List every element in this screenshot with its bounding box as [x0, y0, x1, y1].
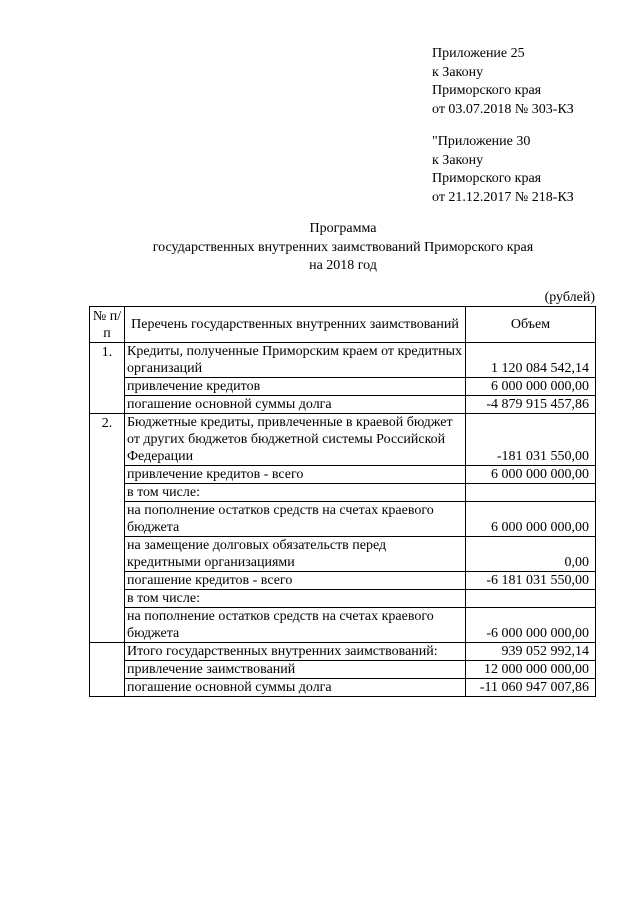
row-amount: 0,00 [466, 537, 596, 572]
table-header-row [90, 307, 596, 343]
row-name: погашение кредитов - всего [125, 572, 466, 590]
row-amount: -181 031 550,00 [466, 414, 596, 466]
row-name: на пополнение остатков средств на счетах краевого бюджета [125, 608, 466, 643]
appendix-amended-block [432, 133, 574, 207]
table-row [90, 679, 596, 697]
row-name: привлечение заимствований [125, 661, 466, 679]
row-amount: 6 000 000 000,00 [466, 378, 596, 396]
row-name: Кредиты, полученные Приморским краем от кредитных организаций [125, 343, 466, 378]
row-amount: 12 000 000 000,00 [466, 661, 596, 679]
row-num [90, 643, 125, 661]
row-name: привлечение кредитов [125, 378, 466, 396]
row-amount: -4 879 915 457,86 [466, 396, 596, 414]
title-line2: государственных внутренних заимствований Приморского края [152, 239, 534, 255]
row-name: на замещение долговых обязательств перед кредитными организациями [125, 537, 466, 572]
document-title [90, 220, 596, 276]
row-num [90, 537, 125, 572]
table-row [90, 590, 596, 608]
row-num [90, 590, 125, 608]
row-amount: 6 000 000 000,00 [466, 502, 596, 537]
title-line1: Программа [309, 221, 377, 236]
row-name: привлечение кредитов - всего [125, 466, 466, 484]
table-row [90, 414, 596, 466]
table-row [90, 572, 596, 590]
table-row [90, 396, 596, 414]
row-amount: -11 060 947 007,86 [466, 679, 596, 697]
row-amount: -6 000 000 000,00 [466, 608, 596, 643]
row-num [90, 502, 125, 537]
table-row [90, 661, 596, 679]
row-name: в том числе: [125, 590, 466, 608]
row-num: 2. [90, 414, 125, 466]
row-amount [466, 484, 596, 502]
row-amount: -6 181 031 550,00 [466, 572, 596, 590]
appendix-current-line1: Приложение 25 [432, 46, 525, 61]
row-num [90, 378, 125, 396]
table-row [90, 466, 596, 484]
appendix-amended-line4: от 21.12.2017 № 218-КЗ [432, 189, 574, 205]
row-name: в том числе: [125, 484, 466, 502]
table-row [90, 608, 596, 643]
table-row [90, 343, 596, 378]
appendix-amended-line2: к Закону [432, 152, 484, 168]
appendix-amended-line3: Приморского края [432, 171, 542, 186]
row-num [90, 608, 125, 643]
table-row [90, 643, 596, 661]
row-num [90, 466, 125, 484]
appendix-current-block [432, 45, 574, 119]
row-name: Бюджетные кредиты, привлеченные в краевой бюджет от других бюджетов бюджетной системы Российской Федерации [125, 414, 466, 466]
appendix-amended-line1: "Приложение 30 [432, 134, 531, 149]
row-num [90, 661, 125, 679]
units-label: (рублей) [544, 290, 595, 305]
header-num: № п/п [90, 307, 125, 343]
table-row [90, 484, 596, 502]
table-row [90, 502, 596, 537]
appendix-current-line4: от 03.07.2018 № 303-КЗ [432, 101, 574, 117]
row-num [90, 572, 125, 590]
row-num: 1. [90, 343, 125, 378]
row-name: погашение основной суммы долга [125, 679, 466, 697]
row-num [90, 396, 125, 414]
row-amount: 1 120 084 542,14 [466, 343, 596, 378]
row-amount [466, 590, 596, 608]
table-row [90, 537, 596, 572]
borrowings-table [89, 306, 596, 697]
row-name: погашение основной суммы долга [125, 396, 466, 414]
row-name: Итого государственных внутренних заимствований: [125, 643, 466, 661]
appendix-current-line2: к Закону [432, 64, 484, 80]
appendix-current-line3: Приморского края [432, 83, 542, 98]
row-amount: 939 052 992,14 [466, 643, 596, 661]
header-name: Перечень государственных внутренних заимствований [125, 307, 466, 343]
table-row [90, 378, 596, 396]
row-num [90, 679, 125, 697]
row-amount: 6 000 000 000,00 [466, 466, 596, 484]
row-name: на пополнение остатков средств на счетах краевого бюджета [125, 502, 466, 537]
row-num [90, 484, 125, 502]
header-amount: Объем [466, 307, 596, 343]
title-line3: на 2018 год [309, 258, 377, 273]
